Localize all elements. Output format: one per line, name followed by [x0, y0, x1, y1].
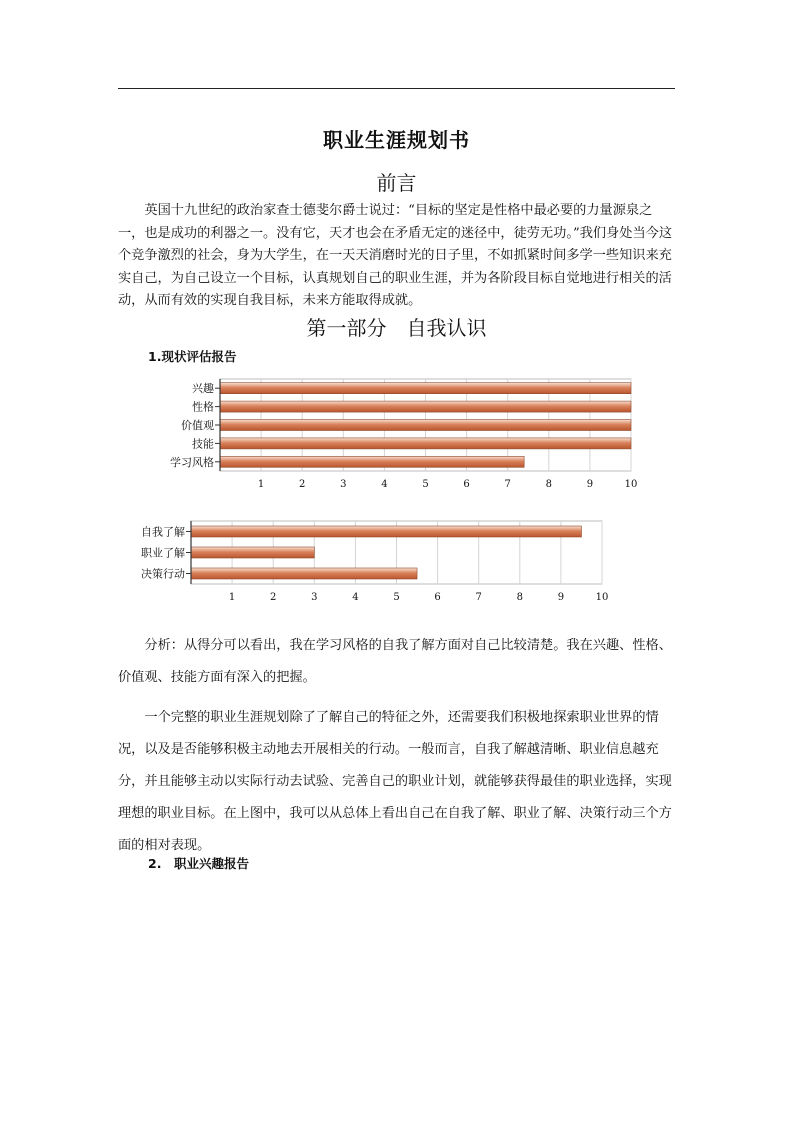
x-tick-label: 10 — [595, 592, 609, 603]
document-title: 职业生涯规划书 — [323, 128, 470, 152]
analysis-paragraph: 分析：从得分可以看出，我在学习风格的自我了解方面对自己比较清楚。我在兴趣、性格、价值观、技能方面有深入的把握。 — [118, 638, 672, 685]
category-label: 自我了解 — [141, 525, 185, 539]
part-one-heading: 第一部分 自我认识 — [306, 316, 487, 340]
category-label: 职业了解 — [141, 546, 185, 560]
x-tick-label: 5 — [393, 592, 400, 603]
section2-heading: 2. 职业兴趣报告 — [148, 856, 249, 871]
x-tick-label: 2 — [270, 592, 277, 603]
x-tick-label: 6 — [434, 592, 441, 603]
career-awareness-chart — [125, 515, 625, 603]
x-tick-label: 9 — [586, 479, 594, 490]
bar-价值观 — [220, 420, 631, 431]
bar-学习风格 — [220, 456, 524, 467]
x-tick-label: 1 — [228, 592, 236, 603]
x-tick-label: 10 — [624, 479, 638, 490]
bar-性格 — [220, 401, 631, 412]
x-tick-label: 2 — [299, 479, 306, 490]
x-tick-label: 4 — [352, 592, 359, 603]
x-tick-label: 7 — [475, 592, 482, 603]
category-label: 性格 — [192, 400, 214, 414]
bar-自我了解 — [191, 526, 581, 537]
x-tick-label: 5 — [422, 479, 429, 490]
bar-职业了解 — [191, 547, 314, 558]
category-label: 技能 — [192, 437, 214, 451]
preface-paragraph: 英国十九世纪的政治家查士德斐尔爵士说过：“目标的坚定是性格中最必要的力量源泉之一，也是成功的利器之一。没有它，天才也会在矛盾无定的迷径中，徒劳无功。”我们身处当今这个竞争激烈的社会，身为大学生，在一天天消磨时光的日子里，不如抓紧时间多学一些知识来充实自己，为自己设立一个目标，认真规划自己的职业生涯，并为各阶段目标自觉地进行相关的活动，从而有效的实现自我目标，未来方能取得成就。 — [118, 203, 673, 308]
section1-heading: 1.现状评估报告 — [148, 349, 237, 364]
career-paragraph: 一个完整的职业生涯规划除了了解自己的特征之外，还需要我们积极地探索职业世界的情况，以及是否能够积极主动地去开展相关的行动。一般而言，自我了解越清晰、职业信息越充分，并且能够主动以实际行动去试验、完善自己的职业计划，就能够获得最佳的职业选择，实现理想的职业目标。在上图中，我可以从总体上看出自己在自我了解、职业了解、决策行动三个方面的相对表现。 — [118, 710, 672, 853]
category-label: 学习风格 — [170, 455, 214, 469]
x-tick-label: 3 — [340, 479, 347, 490]
x-tick-label: 1 — [257, 479, 265, 490]
category-label: 决策行动 — [141, 567, 185, 581]
x-tick-label: 7 — [504, 479, 511, 490]
x-tick-label: 3 — [311, 592, 318, 603]
category-label: 兴趣 — [192, 382, 214, 396]
x-tick-label: 4 — [381, 479, 388, 490]
category-label: 价值观 — [181, 419, 214, 432]
bar-决策行动 — [191, 568, 417, 579]
header-rule — [118, 88, 675, 89]
x-tick-label: 8 — [545, 479, 552, 490]
bar-技能 — [220, 438, 631, 449]
preface-heading: 前言 — [376, 171, 417, 195]
bar-兴趣 — [220, 383, 631, 394]
x-tick-label: 9 — [557, 592, 565, 603]
x-tick-label: 8 — [516, 592, 523, 603]
self-assessment-chart — [150, 372, 650, 497]
x-tick-label: 6 — [463, 479, 470, 490]
